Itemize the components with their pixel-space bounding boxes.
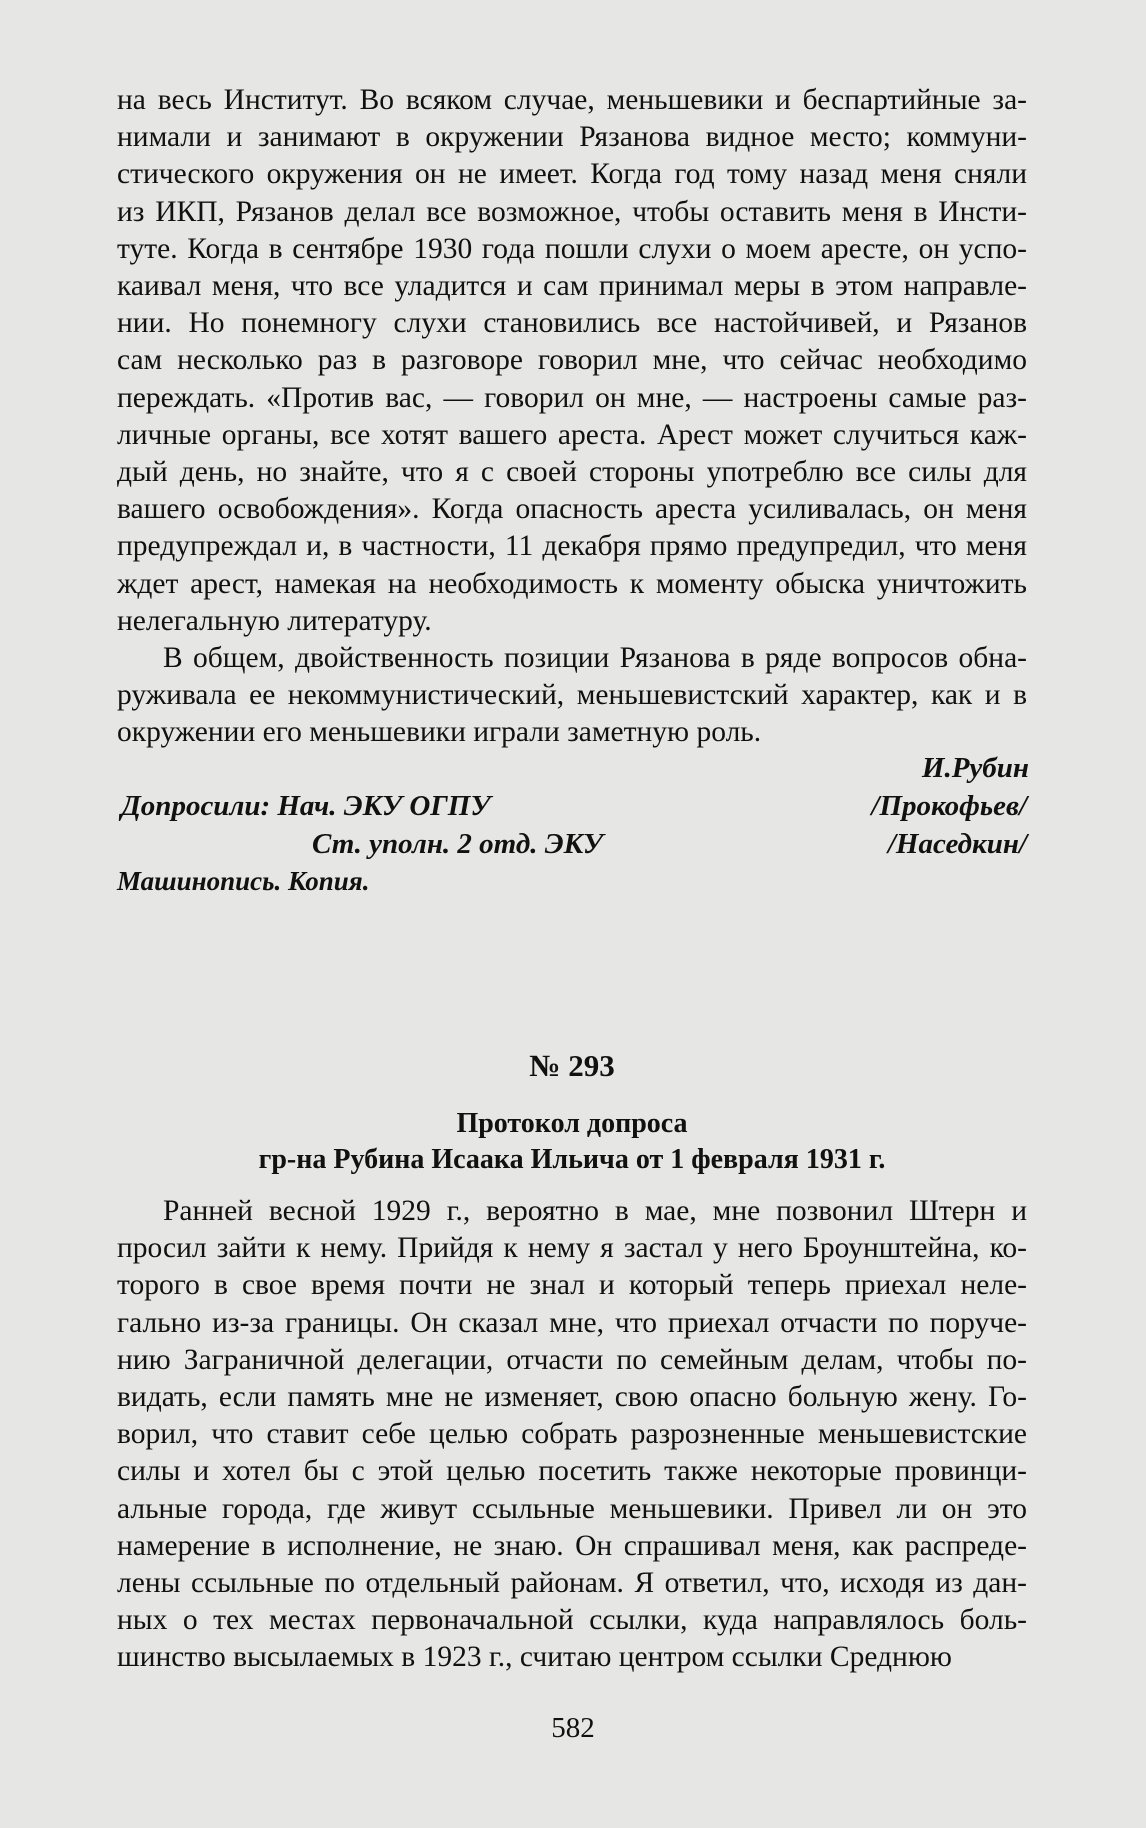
text-line: нию Заграничной делегации, отчасти по семейным делам, чтобы по- [117,1343,1027,1376]
paragraph-2 [117,640,1027,752]
interrogator-row-1 [117,788,1027,825]
text-line: дый день, но знайте, что я с своей стороны употреблю все силы для [117,456,1027,489]
text-line: видать, если память мне не изменяет, свою опасно больную жену. Го- [117,1381,1027,1414]
text-line: намерение в исполнение, не знаю. Он спрашивал меня, как распреде- [117,1529,1027,1562]
text-line: вашего освобождения». Когда опасность ареста усиливалась, он меня [117,493,1027,526]
text-line: нелегальную литературу. [117,604,432,637]
interrogator-title-2: Ст. уполн. 2 отд. ЭКУ [312,828,604,860]
text-line: предупреждал и, в частности, 11 декабря прямо предупредил, что меня [117,530,1027,563]
text-line: руживала ее некоммунистический, меньшевистский характер, как и в [117,679,1027,712]
interrogator-name-1: /Прокофьев/ [871,790,1027,822]
document-number: № 293 [529,1048,615,1083]
text-line: В общем, двойственность позиции Рязанова в ряде вопросов обна- [163,642,1027,674]
document-subtitle: гр-на Рубина Исаака Ильича от 1 февраля 1931 г. [258,1144,886,1175]
text-line: каивал меня, что все уладится и сам принимал меры в этом направле- [117,270,1027,303]
interrogator-title-1: Допросили: Нач. ЭКУ ОГПУ [121,790,491,822]
text-line: ждет арест, намекая на необходимость к моменту обыска уничтожить [117,567,1027,600]
page-number: 582 [551,1712,595,1744]
text-line: ворил, что ставит себе целью собрать разрозненные меньшевистские [117,1418,1027,1451]
text-line: на весь Институт. Во всяком случае, меньшевики и беспартийные за- [117,84,1027,116]
text-line: переждать. «Против вас, — говорил он мне, — настроены самые раз- [117,381,1027,414]
text-line: из ИКП, Рязанов делал все возможное, чтобы оставить меня в Инсти- [117,195,1027,228]
text-line: туте. Когда в сентябре 1930 года пошли слухи о моем аресте, он успо- [117,232,1027,265]
text-line: торого в свое время почти не знал и который теперь приехал неле- [117,1269,1027,1302]
text-line: ных о тех местах первоначальной ссылки, куда направлялось боль- [117,1604,1027,1637]
text-line: стического окружения он не имеет. Когда год тому назад меня сняли [117,158,1027,191]
text-line: окружении его меньшевики играли заметную роль. [117,716,762,749]
text-line: личные органы, все хотят вашего ареста. Арест может случиться каж- [117,418,1027,451]
paragraph-1 [117,82,1027,640]
text-line: шинство высылаемых в 1923 г., считаю центром ссылки Среднюю [117,1641,952,1674]
paragraph-3 [117,1193,1027,1677]
text-line: Ранней весной 1929 г., вероятно в мае, мне позвонил Штерн и [163,1195,1027,1227]
text-line: гально из-за границы. Он сказал мне, что приехал отчасти по поруче- [117,1306,1027,1339]
paragraph-1-text [117,82,1027,640]
text-line: просил зайти к нему. Прийдя к нему я застал у него Броунштейна, ко- [117,1232,1027,1265]
text-line: нимали и занимают в окружении Рязанова видное место; коммуни- [117,121,1027,154]
interrogator-row-2 [117,826,1027,863]
text-line: силы и хотел бы с этой целью посетить также некоторые провинци- [117,1455,1027,1488]
text-line: лены ссыльные по отдельный районам. Я ответил, что, исходя из дан- [117,1567,1027,1600]
signature: И.Рубин [921,752,1029,784]
archival-note: Машинопись. Копия. [117,866,370,896]
document-title: Протокол допроса [456,1108,688,1139]
text-line: альные города, где живут ссыльные меньшевики. Привел ли он это [117,1492,1027,1525]
paragraph-3-text [117,1193,1027,1677]
paragraph-2-text [117,640,1027,752]
text-line: нии. Но понемногу слухи становились все настойчивей, и Рязанов [117,307,1027,340]
interrogator-name-2: /Наседкин/ [887,828,1027,860]
text-line: сам несколько раз в разговоре говорил мне, что сейчас необходимо [117,344,1027,377]
